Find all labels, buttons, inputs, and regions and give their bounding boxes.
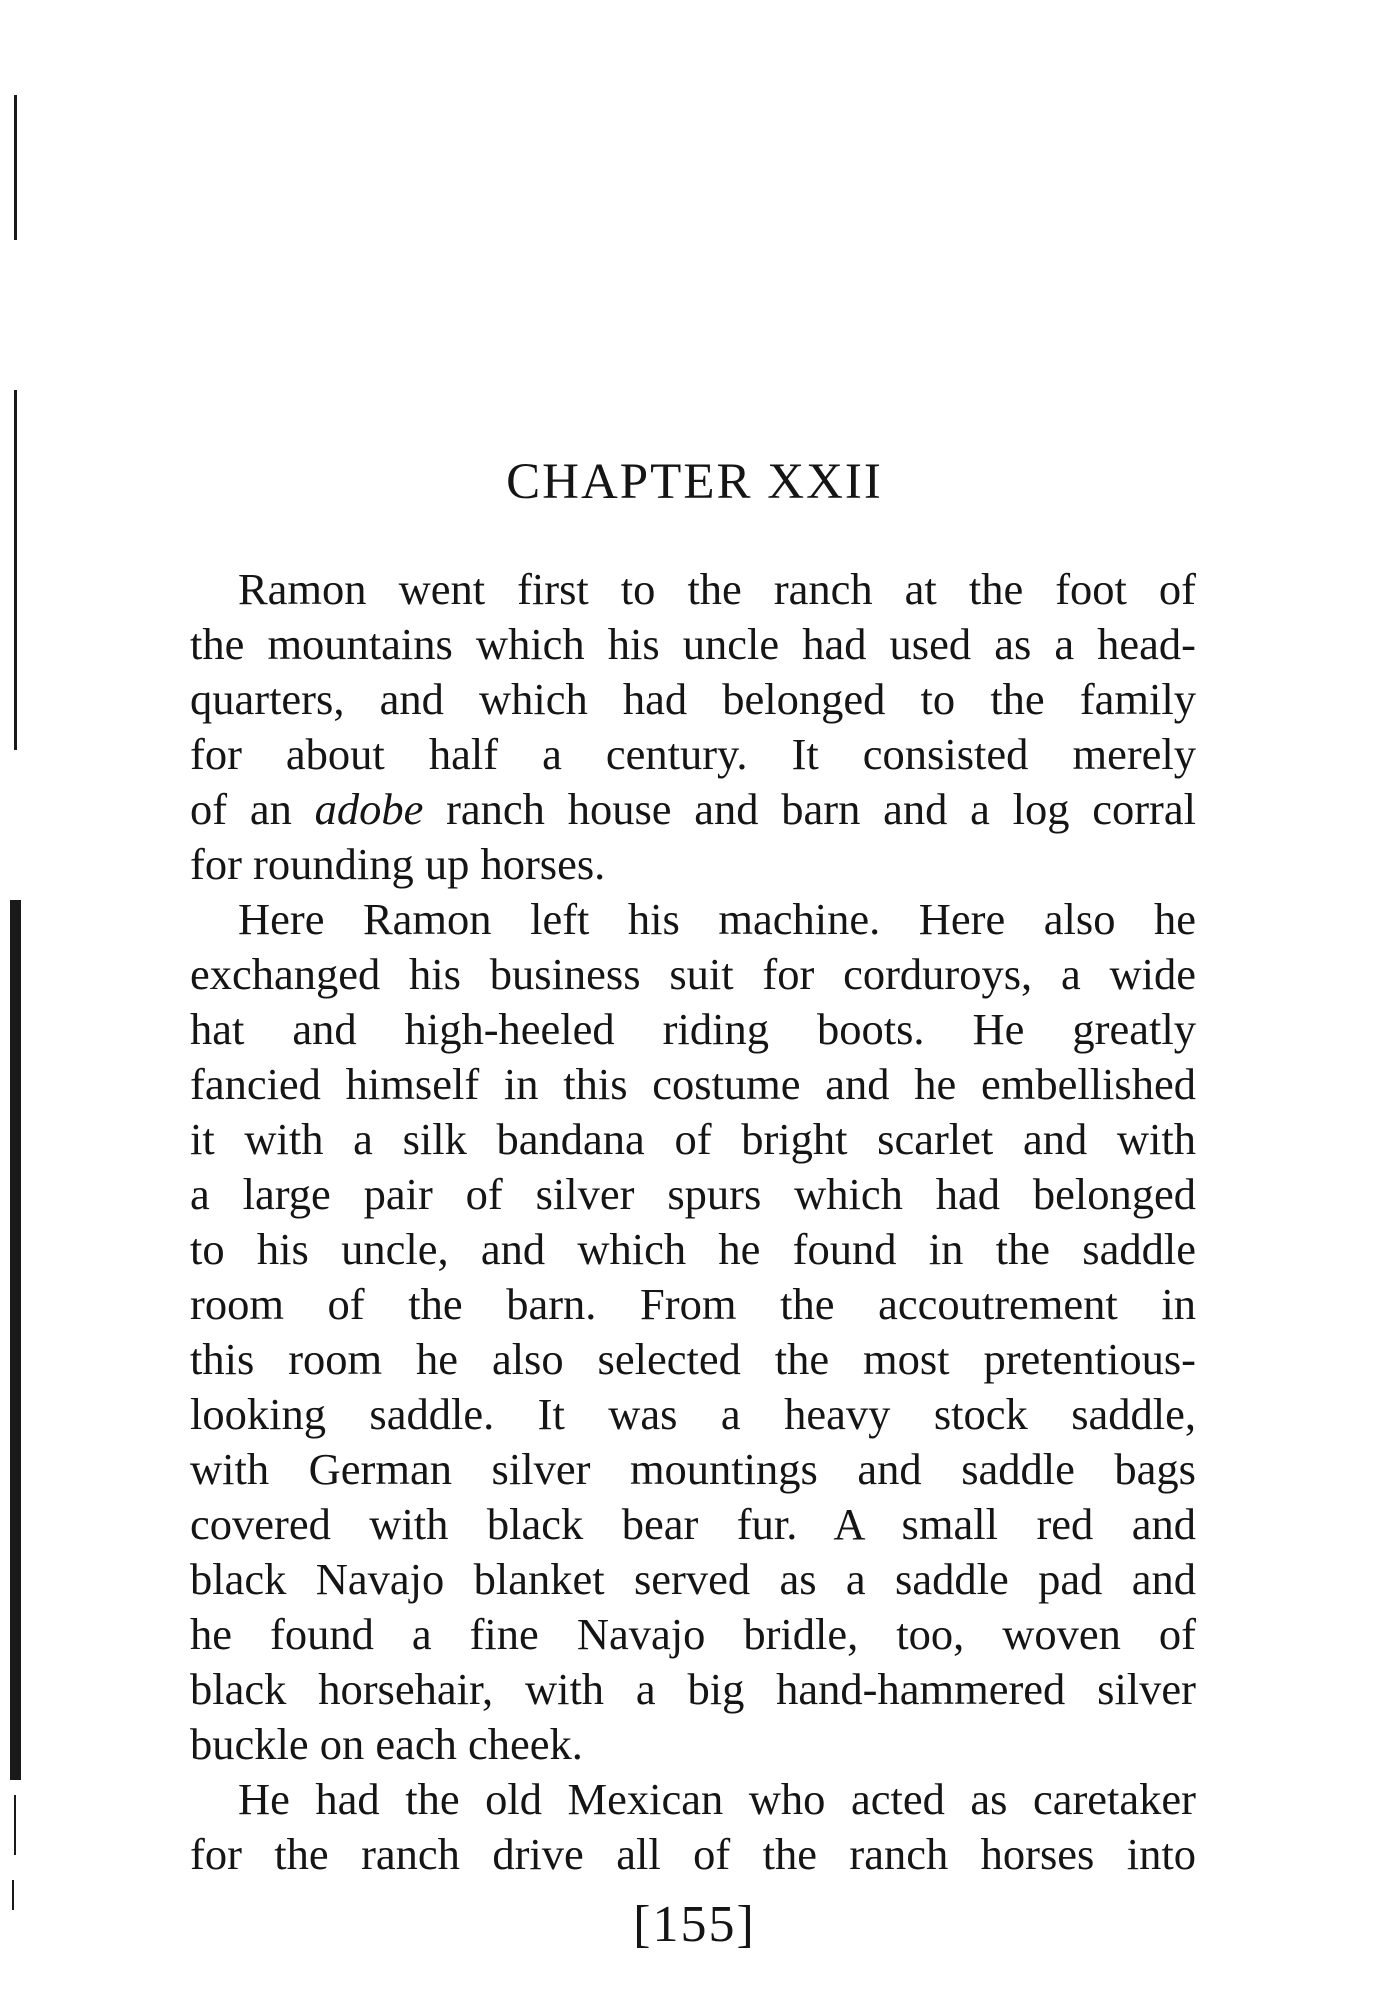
text-line: a large pair of silver spurs which had belonged bbox=[190, 1169, 1196, 1219]
text-line: buckle on each cheek. bbox=[190, 1719, 583, 1769]
text-line: exchanged his business suit for corduroys, a wide bbox=[190, 949, 1196, 999]
text-line: he found a fine Navajo bridle, too, woven of bbox=[190, 1609, 1196, 1659]
text-line: covered with black bear fur. A small red and bbox=[190, 1499, 1196, 1549]
body-text bbox=[190, 562, 1196, 1882]
text-line: black horsehair, with a big hand-hammered silver bbox=[190, 1664, 1196, 1714]
text-line: the mountains which his uncle had used as a head- bbox=[190, 619, 1196, 669]
text-line bbox=[190, 782, 1196, 837]
text-line: this room he also selected the most pretentious- bbox=[190, 1334, 1196, 1384]
text-line: for about half a century. It consisted merely bbox=[190, 729, 1196, 779]
italic-word: adobe bbox=[314, 784, 424, 834]
text-run: ranch house and barn and a log corral bbox=[423, 784, 1196, 834]
text-line: quarters, and which had belonged to the family bbox=[190, 674, 1196, 724]
paragraph bbox=[190, 1772, 1196, 1882]
text-line: to his uncle, and which he found in the saddle bbox=[190, 1224, 1196, 1274]
scan-edge-shadow bbox=[10, 900, 21, 1780]
text-line: with German silver mountings and saddle bags bbox=[190, 1444, 1196, 1494]
text-line: fancied himself in this costume and he embellished bbox=[190, 1059, 1196, 1109]
text-line: black Navajo blanket served as a saddle pad and bbox=[190, 1554, 1196, 1604]
scan-edge-shadow bbox=[14, 1795, 16, 1855]
chapter-title: CHAPTER XXII bbox=[506, 454, 883, 510]
scan-edge-shadow bbox=[14, 95, 17, 240]
paragraph bbox=[190, 562, 1196, 892]
text-line: hat and high-heeled riding boots. He greatly bbox=[190, 1004, 1196, 1054]
text-line: looking saddle. It was a heavy stock saddle, bbox=[190, 1389, 1196, 1439]
text-line: Ramon went first to the ranch at the foot of bbox=[238, 564, 1196, 614]
scan-edge-shadow bbox=[14, 390, 17, 750]
text-line: Here Ramon left his machine. Here also he bbox=[238, 894, 1196, 944]
text-line: for rounding up horses. bbox=[190, 839, 606, 889]
text-line: room of the barn. From the accoutrement in bbox=[190, 1279, 1196, 1329]
text-line: for the ranch drive all of the ranch horses into bbox=[190, 1829, 1196, 1879]
text-line: He had the old Mexican who acted as caretaker bbox=[238, 1774, 1196, 1824]
page-number: [155] bbox=[633, 1896, 756, 1953]
text-line: it with a silk bandana of bright scarlet and with bbox=[190, 1114, 1196, 1164]
text-run: of an bbox=[190, 784, 315, 834]
paragraph bbox=[190, 892, 1196, 1772]
